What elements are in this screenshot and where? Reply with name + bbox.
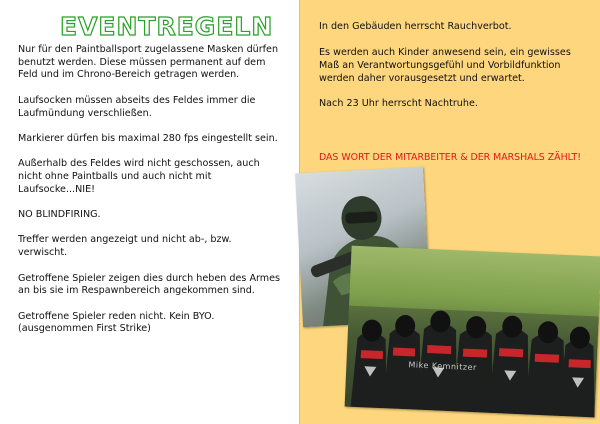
rules-list <box>18 44 282 349</box>
rule-paragraph: Getroffene Spieler reden nicht. Kein BYO. (ausgenommen First Strike) <box>18 310 215 335</box>
rule-paragraph: NO BLINDFIRING. <box>18 209 101 221</box>
info-paragraph: In den Gebäuden herrscht Rauchverbot. <box>319 21 512 32</box>
info-paragraph: Nach 23 Uhr herrscht Nachtruhe. <box>319 98 478 110</box>
info-paragraph: Es werden auch Kinder anwesend sein, ein gewisses Maß an Verantwortungsgefühl und Vorbildfunktion werden daher vorausgesetzt und erwartet. <box>319 46 571 84</box>
info-block <box>319 21 589 124</box>
rule-paragraph: Treffer werden angezeigt und nicht ab-, bzw. verwischt. <box>18 234 232 259</box>
page-title: EVENTREGELN <box>60 12 274 41</box>
team-figures-icon <box>345 246 600 418</box>
rule-paragraph: Außerhalb des Feldes wird nicht geschossen, auch nicht ohne Paintballs und auch nicht mit Laufsocke...NIE! <box>18 158 260 195</box>
rule-paragraph: Nur für den Paintballsport zugelassene Masken dürfen benutzt werden. Diese müssen permanent auf dem Feld und im Chrono-Bereich getragen werden. <box>18 44 279 81</box>
left-page <box>0 0 296 424</box>
rule-paragraph: Laufsocken müssen abseits des Feldes immer die Laufmündung verschließen. <box>18 94 256 119</box>
paintball-team-photo <box>345 246 600 418</box>
rule-paragraph: Getroffene Spieler zeigen dies durch heben des Armes an bis sie im Respawnbereich angekommen sind. <box>18 272 281 297</box>
marshal-notice: DAS WORT DER MITARBEITER & DER MARSHALS ZÄHLT! <box>318 152 582 163</box>
photo-caption: Mike Kemnitzer <box>408 360 477 373</box>
rule-paragraph: Markierer dürfen bis maximal 280 fps eingestellt sein. <box>18 132 278 144</box>
